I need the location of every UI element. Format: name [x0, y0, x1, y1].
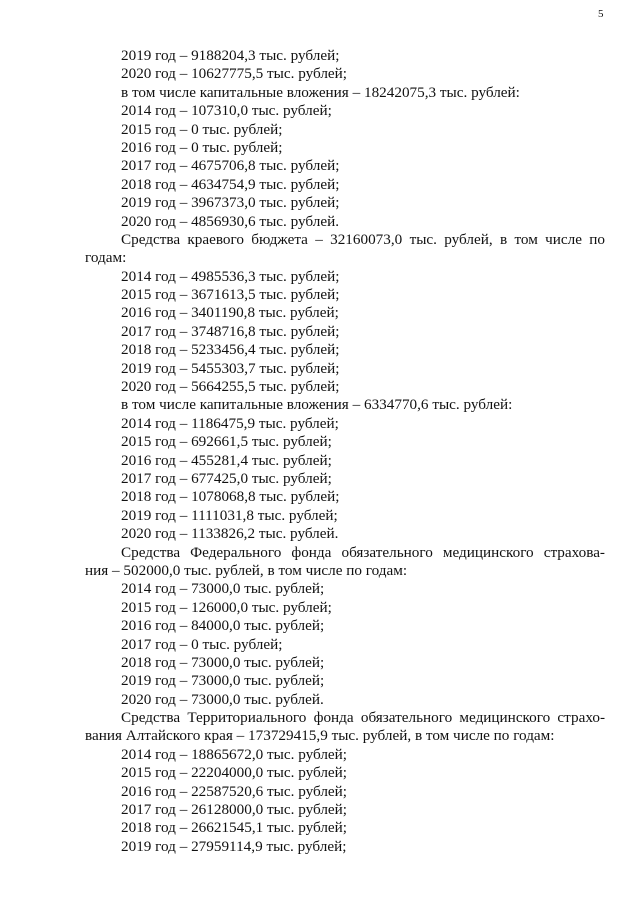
- text-line: 2017 год – 26128000,0 тыс. рублей;: [121, 801, 348, 819]
- text-line: 2016 год – 455281,4 тыс. рублей;: [121, 451, 332, 469]
- text-line: 2019 год – 1111031,8 тыс. рублей;: [121, 506, 338, 524]
- text-line: 2014 год – 1186475,9 тыс. рублей;: [121, 414, 339, 432]
- text-line: 2014 год – 18865672,0 тыс. рублей;: [121, 745, 348, 763]
- text-line: 2020 год – 10627775,5 тыс. рублей;: [121, 65, 348, 83]
- text-line: 2020 год – 4856930,6 тыс. рублей.: [121, 212, 339, 230]
- text-line: 2016 год – 84000,0 тыс. рублей;: [121, 617, 325, 635]
- text-line: 2017 год – 4675706,8 тыс. рублей;: [121, 157, 340, 175]
- text-line: 2015 год – 3671613,5 тыс. рублей;: [121, 286, 340, 304]
- text-line: 2018 год – 26621545,1 тыс. рублей;: [121, 819, 348, 837]
- text-line: в том числе капитальные вложения – 18242075,3 тыс. рублей:: [121, 83, 520, 101]
- text-line: 2018 год – 73000,0 тыс. рублей;: [121, 653, 325, 671]
- text-line: 2016 год – 3401190,8 тыс. рублей;: [121, 304, 339, 322]
- text-line: 2015 год – 692661,5 тыс. рублей;: [121, 433, 332, 451]
- document-body: [85, 47, 605, 856]
- text-line: 2018 год – 4634754,9 тыс. рублей;: [121, 175, 340, 193]
- page-number: 5: [598, 8, 604, 20]
- text-line: 2017 год – 677425,0 тыс. рублей;: [121, 469, 332, 487]
- text-line: 2017 год – 0 тыс. рублей;: [121, 635, 283, 653]
- text-line: 2019 год – 73000,0 тыс. рублей;: [121, 672, 325, 690]
- text-line: 2015 год – 22204000,0 тыс. рублей;: [121, 764, 348, 782]
- text-line: 2019 год – 9188204,3 тыс. рублей;: [121, 47, 340, 64]
- text-line: 2019 год – 3967373,0 тыс. рублей;: [121, 194, 340, 212]
- text-line: 2016 год – 0 тыс. рублей;: [121, 138, 283, 156]
- paragraph-heading-line: Средства Федерального фонда обязательного медицинского страхова-: [121, 543, 605, 561]
- text-line: 2015 год – 126000,0 тыс. рублей;: [121, 598, 332, 616]
- text-line: 2016 год – 22587520,6 тыс. рублей;: [121, 782, 348, 800]
- text-line: 2018 год – 1078068,8 тыс. рублей;: [121, 488, 340, 506]
- paragraph-continuation-line: годам:: [85, 249, 127, 267]
- text-line: 2015 год – 0 тыс. рублей;: [121, 120, 283, 138]
- paragraph-heading-line: Средства краевого бюджета – 32160073,0 тыс. рублей, в том числе по: [121, 230, 605, 248]
- text-line: 2017 год – 3748716,8 тыс. рублей;: [121, 322, 340, 340]
- paragraph-continuation-line: вания Алтайского края – 173729415,9 тыс. рублей, в том числе по годам:: [85, 727, 555, 745]
- text-line: 2019 год – 5455303,7 тыс. рублей;: [121, 359, 340, 377]
- text-line: 2019 год – 27959114,9 тыс. рублей;: [121, 837, 347, 855]
- text-line: 2014 год – 4985536,3 тыс. рублей;: [121, 267, 340, 285]
- text-line: 2014 год – 73000,0 тыс. рублей;: [121, 580, 325, 598]
- paragraph-continuation-line: ния – 502000,0 тыс. рублей, в том числе по годам:: [85, 561, 408, 579]
- text-line: 2018 год – 5233456,4 тыс. рублей;: [121, 341, 340, 359]
- text-line: 2020 год – 5664255,5 тыс. рублей;: [121, 378, 340, 396]
- text-line: в том числе капитальные вложения – 6334770,6 тыс. рублей:: [121, 396, 513, 414]
- text-line: 2020 год – 1133826,2 тыс. рублей.: [121, 525, 339, 543]
- text-line: 2020 год – 73000,0 тыс. рублей.: [121, 690, 324, 708]
- text-line: 2014 год – 107310,0 тыс. рублей;: [121, 102, 332, 120]
- paragraph-heading-line: Средства Территориального фонда обязательного медицинского страхо-: [121, 709, 605, 727]
